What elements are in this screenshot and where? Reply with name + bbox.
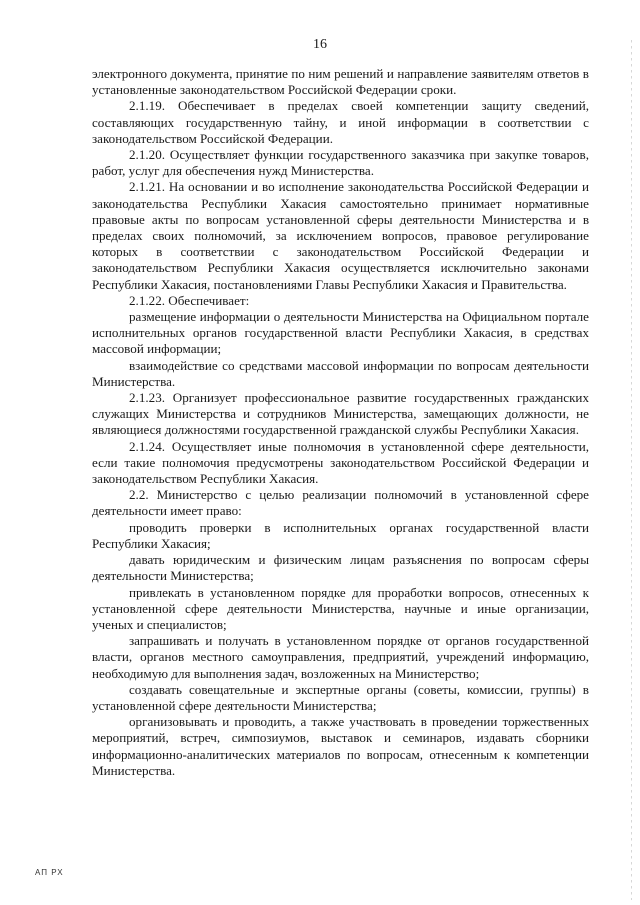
paragraph: электронного документа, принятие по ним решений и направление заявителям ответов в установленные законодательством Российской Федерации сроки. <box>92 66 589 98</box>
paragraph: запрашивать и получать в установленном порядке от органов государственной власти, органов местного самоуправления, предприятий, учреждений информацию, необходимую для выполнения задач, возложенных на Министерство; <box>92 633 589 681</box>
document-body <box>92 66 589 779</box>
page-number: 16 <box>313 37 327 52</box>
paragraph: привлекать в установленном порядке для проработки вопросов, отнесенных к установленной сфере деятельности Министерства, научные и иные организации, ученых и специалистов; <box>92 584 589 632</box>
paragraph: давать юридическим и физическим лицам разъяснения по вопросам сферы деятельности Министерства; <box>92 552 589 584</box>
paragraph: 2.1.19. Обеспечивает в пределах своей компетенции защиту сведений, составляющих государственную тайну, и иной информации в соответствии с законодательством Российской Федерации. <box>92 98 589 146</box>
paragraph: организовывать и проводить, а также участвовать в проведении торжественных мероприятий, встреч, симпозиумов, выставок и семинаров, издавать сборники информационно-аналитических материалов по вопросам, отнесенным к компетенции Министерства. <box>92 714 589 778</box>
paragraph: 2.1.22. Обеспечивает: <box>129 292 250 308</box>
paragraph: размещение информации о деятельности Министерства на Официальном портале исполнительных органов государственной власти Республики Хакасия, в средствах массовой информации; <box>92 309 589 357</box>
paragraph: 2.1.21. На основании и во исполнение законодательства Российской Федерации и законодательства Республики Хакасия самостоятельно принимает нормативные правовые акты по вопросам установленной сферы деятельности Министерства и в пределах своих полномочий, за исключением вопросов, правовое регулирование которых в соответствии с законодательством Российской Федерации и законодательством Республики Хакасия осуществляется исключительно законами Республики Хакасия, постановлениями Главы Республики Хакасия и Правительства. <box>92 179 589 292</box>
paragraph: взаимодействие со средствами массовой информации по вопросам деятельности Министерства. <box>92 357 589 389</box>
paragraph: 2.1.20. Осуществляет функции государственного заказчика при закупке товаров, работ, услуг для обеспечения нужд Министерства. <box>92 147 589 179</box>
paragraph: 2.1.23. Организует профессиональное развитие государственных гражданских служащих Министерства и сотрудников Министерства, замещающих должности, не являющиеся должностями государственной гражданской службы Республики Хакасия. <box>92 390 589 438</box>
paragraph: проводить проверки в исполнительных органах государственной власти Республики Хакасия; <box>92 519 589 551</box>
footer-mark: АП РХ <box>35 868 64 877</box>
paragraph: создавать совещательные и экспертные органы (советы, комиссии, группы) в установленной сфере деятельности Министерства; <box>92 681 589 713</box>
paragraph: 2.2. Министерство с целью реализации полномочий в установленной сфере деятельности имеет право: <box>92 487 589 519</box>
scan-edge-dots <box>631 40 632 900</box>
paragraph: 2.1.24. Осуществляет иные полномочия в установленной сфере деятельности, если такие полномочия предусмотрены законодательством Российской Федерации и законодательством Республики Хакасия. <box>92 438 589 487</box>
